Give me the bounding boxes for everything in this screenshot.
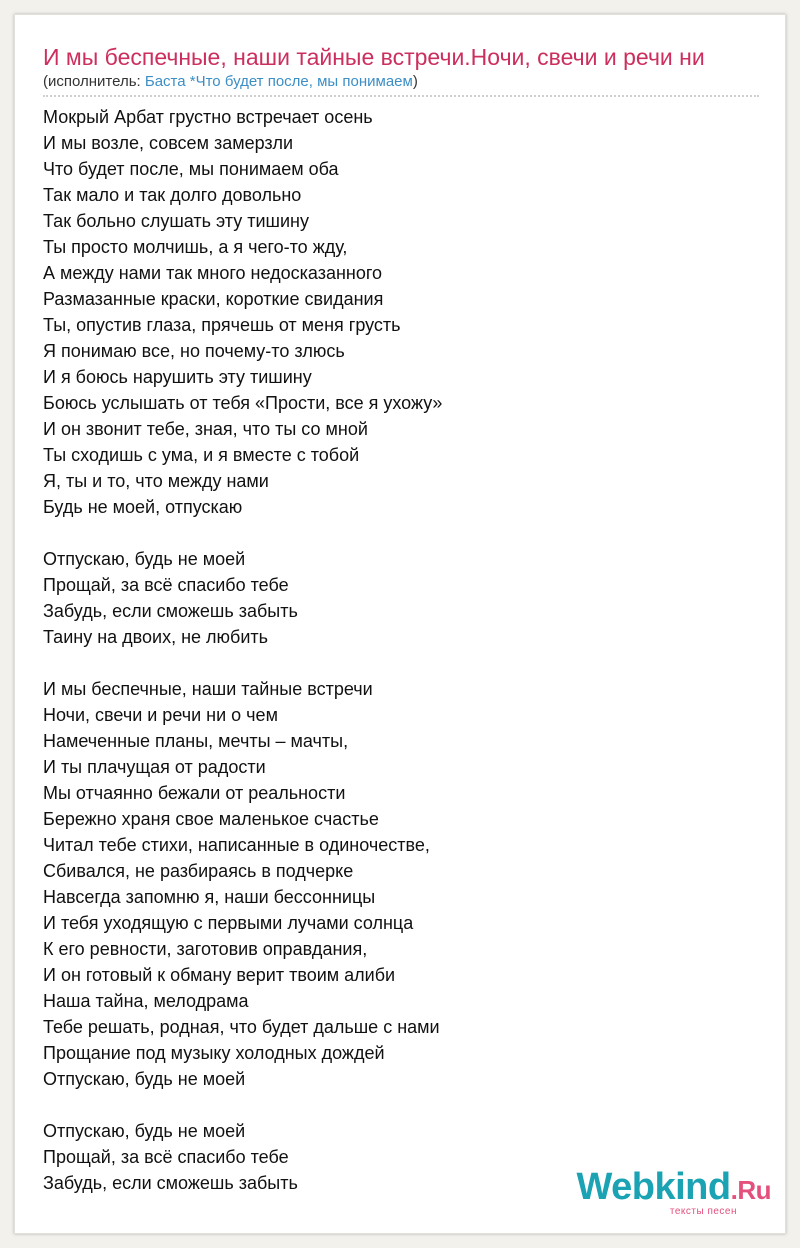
lyrics-body xyxy=(43,104,763,1222)
lyrics-stanza xyxy=(43,546,763,650)
lyric-line: Читал тебе стихи, написанные в одиночестве, xyxy=(43,835,430,855)
lyric-line: Я, ты и то, что между нами xyxy=(43,471,269,491)
lyric-line: Таину на двоих, не любить xyxy=(43,627,269,647)
lyric-line: Ты, опустив глаза, прячешь от меня грусть xyxy=(43,315,401,335)
lyric-line: Что будет после, мы понимаем оба xyxy=(43,159,339,179)
performer-link[interactable]: Баста *Что будет после, мы понимаем xyxy=(144,73,413,90)
lyrics-stanza xyxy=(43,104,763,520)
lyrics-card xyxy=(14,14,786,1234)
lyric-line: Я понимаю все, но почему-то злюсь xyxy=(43,341,345,361)
lyric-line: Намеченные планы, мечты – мачты, xyxy=(43,731,349,751)
lyric-line: И мы возле, совсем замерзли xyxy=(43,133,294,153)
lyric-line: Ночи, свечи и речи ни о чем xyxy=(43,705,278,725)
lyric-line: Забудь, если сможешь забыть xyxy=(43,601,298,621)
lyric-line: Тебе решать, родная, что будет дальше с нами xyxy=(43,1017,440,1037)
lyric-line: Навсегда запомню я, наши бессонницы xyxy=(43,887,376,907)
webkind-logo[interactable] xyxy=(576,1168,771,1217)
lyric-line: К его ревности, заготовив оправдания, xyxy=(43,939,368,959)
lyric-line: И он звонит тебе, зная, что ты со мной xyxy=(43,419,368,439)
logo-wordmark xyxy=(576,1168,771,1209)
performer-line xyxy=(43,72,418,92)
lyric-line: И ты плачущая от радости xyxy=(43,757,266,777)
lyric-line: Забудь, если сможешь забыть xyxy=(43,1173,298,1193)
lyric-line: И мы беспечные, наши тайные встречи xyxy=(43,679,373,699)
logo-tld: .Ru xyxy=(730,1175,771,1205)
lyric-line: Ты просто молчишь, а я чего-то жду, xyxy=(43,237,348,257)
lyric-line: И он готовый к обману верит твоим алиби xyxy=(43,965,396,985)
lyric-line: Так мало и так долго довольно xyxy=(43,185,302,205)
lyrics-stanza xyxy=(43,676,763,1092)
performer-suffix: ) xyxy=(412,73,418,90)
lyric-line: Прощай, за всё спасибо тебе xyxy=(43,1147,289,1167)
lyric-line: Мокрый Арбат грустно встречает осень xyxy=(43,107,373,127)
lyric-line: Будь не моей, отпускаю xyxy=(43,497,243,517)
dotted-divider xyxy=(43,95,759,97)
lyric-line: И я боюсь нарушить эту тишину xyxy=(43,367,312,387)
lyric-line: А между нами так много недосказанного xyxy=(43,263,383,283)
lyric-line: Размазанные краски, короткие свидания xyxy=(43,289,384,309)
lyric-line: Мы отчаянно бежали от реальности xyxy=(43,783,346,803)
lyric-line: Отпускаю, будь не моей xyxy=(43,549,246,569)
lyric-line: Прощание под музыку холодных дождей xyxy=(43,1043,385,1063)
lyric-line: Так больно слушать эту тишину xyxy=(43,211,309,231)
lyric-line: Прощай, за всё спасибо тебе xyxy=(43,575,289,595)
logo-tagline: тексты песен xyxy=(669,1206,737,1217)
lyric-line: Отпускаю, будь не моей xyxy=(43,1069,246,1089)
lyric-line: Отпускаю, будь не моей xyxy=(43,1121,246,1141)
lyric-line: И тебя уходящую с первыми лучами солнца xyxy=(43,913,414,933)
page-title: И мы беспечные, наши тайные встречи.Ночи, свечи и речи ни xyxy=(43,44,705,70)
lyric-line: Наша тайна, мелодрама xyxy=(43,991,249,1011)
lyric-line: Ты сходишь с ума, и я вместе с тобой xyxy=(43,445,360,465)
lyric-line: Бережно храня свое маленькое счастье xyxy=(43,809,379,829)
performer-prefix: (исполнитель: xyxy=(43,73,145,90)
logo-brand: Webkind xyxy=(576,1166,731,1208)
lyric-line: Боюсь услышать от тебя «Прости, все я ухожу» xyxy=(43,393,443,413)
lyric-line: Сбивался, не разбираясь в подчерке xyxy=(43,861,354,881)
